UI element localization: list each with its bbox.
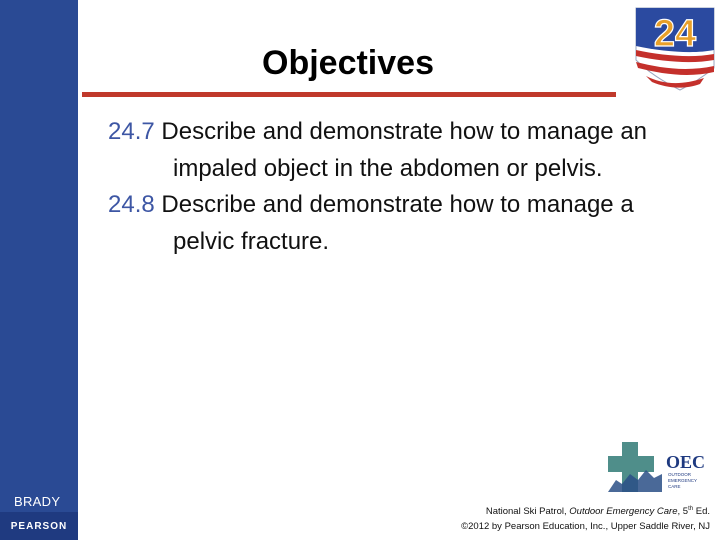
oec-logo-subtext: CARE bbox=[668, 484, 681, 489]
brady-label: BRADY bbox=[14, 494, 61, 509]
oec-cross-logo-icon bbox=[606, 440, 710, 494]
slide-title: Objectives bbox=[262, 44, 434, 82]
oec-logo-subtext: EMERGENCY bbox=[668, 478, 698, 483]
objective-text: Describe and demonstrate how to manage a pelvic fracture. bbox=[161, 191, 634, 255]
citation-footer bbox=[380, 502, 710, 534]
chapter-badge-flag-icon bbox=[634, 6, 716, 92]
objective-item bbox=[108, 187, 648, 260]
chapter-badge-number: 24 bbox=[653, 13, 697, 55]
objective-text: Describe and demonstrate how to manage an impaled object in the abdomen or pelvis. bbox=[161, 118, 648, 182]
objectives-list bbox=[108, 114, 648, 260]
citation-edition-suffix: Ed. bbox=[693, 506, 710, 518]
objective-number: 24.8 bbox=[108, 191, 155, 218]
sidebar bbox=[0, 0, 78, 540]
citation-prefix: National Ski Patrol, bbox=[485, 506, 570, 518]
objective-item bbox=[108, 114, 648, 187]
citation-line-1 bbox=[380, 502, 710, 519]
citation-line-2: ©2012 by Pearson Education, Inc., Upper Saddle River, NJ bbox=[461, 521, 710, 533]
citation-edition-sup: th bbox=[688, 506, 694, 512]
oec-logo-subtext: OUTDOOR bbox=[668, 472, 691, 477]
objective-number: 24.7 bbox=[108, 118, 155, 145]
citation-book-title: Outdoor Emergency Care bbox=[569, 506, 678, 518]
oec-logo-text: OEC bbox=[666, 452, 706, 472]
title-divider bbox=[82, 92, 616, 97]
pearson-logo: PEARSON bbox=[0, 512, 78, 540]
citation-edition: , 5 bbox=[677, 506, 689, 518]
